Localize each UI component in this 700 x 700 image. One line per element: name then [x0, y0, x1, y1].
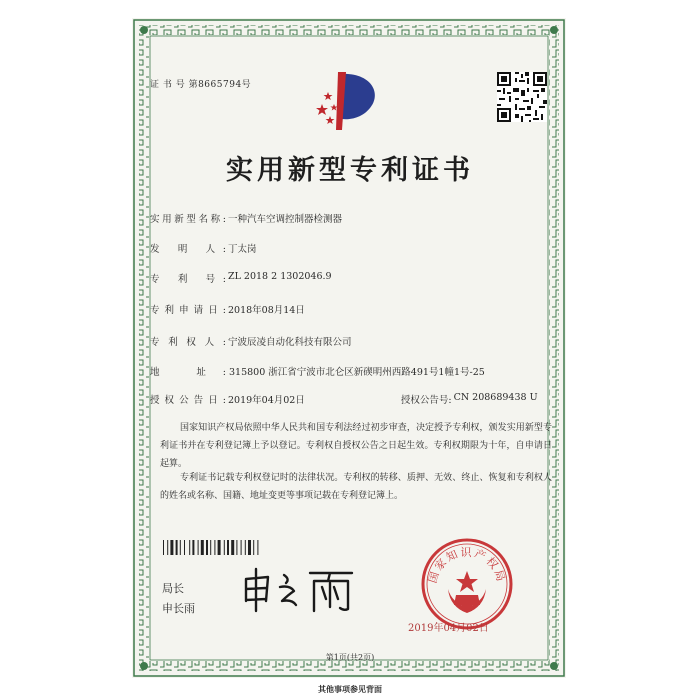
body-paragraph-1: 国家知识产权局依照中华人民共和国专利法经过初步审查，决定授予专利权，颁发实用新型专利证书并在专利登记簿上予以登记。专利权自授权公告之日起生效。专利权期限为十年，自申请日起算。 — [160, 423, 552, 469]
official-seal-stamp — [420, 537, 514, 631]
certificate-number: 证 书 号 第8665794号 — [150, 80, 252, 90]
qr-code-icon — [497, 72, 547, 122]
field-utility-model-name — [150, 211, 342, 225]
field-patentee — [150, 334, 352, 348]
field-patent-number — [150, 271, 332, 285]
field-inventor — [150, 241, 257, 255]
field-address-value: 315800 浙江省宁波市北仑区新碶明州西路491号1幢1号-25 — [229, 367, 485, 378]
body-paragraph-2: 专利证书记载专利权登记时的法律状况。专利权的转移、质押、无效、终止、恢复和专利权人的姓名或名称、国籍、地址变更等事项记载在专利登记簿上。 — [160, 473, 552, 501]
field-value: CN 208689438 U — [453, 392, 538, 403]
barcode-icon — [163, 540, 296, 555]
field-label: 专利申请日: — [150, 305, 226, 316]
field-label: 专 利 号: — [150, 274, 226, 285]
field-value: 丁太岗 — [228, 244, 257, 255]
director-name: 申长雨 — [162, 602, 195, 615]
field-value: 宁波辰凌自动化科技有限公司 — [228, 337, 352, 348]
field-application-date — [150, 302, 305, 316]
field-value: 一种汽车空调控制器检测器 — [228, 214, 343, 225]
field-label: 地 址: — [150, 367, 226, 378]
field-label: 授权公告日: — [150, 395, 226, 406]
field-label: 实用新型名称: — [150, 214, 226, 225]
field-label: 授权公告号: — [400, 395, 452, 406]
field-grant-date — [150, 392, 538, 406]
certificate-title: 实用新型专利证书 — [226, 155, 474, 186]
field-value: ZL 2018 2 1302046.9 — [228, 271, 332, 282]
director-title: 局长 — [162, 582, 184, 595]
page-number: 第1页(共2页) — [325, 653, 375, 662]
svg-text:国家知识产权局: 国家知识产权局 — [425, 546, 509, 585]
patent-office-logo-icon — [312, 64, 384, 134]
field-value: 2019年04月02日 — [228, 395, 305, 406]
field-address — [150, 364, 226, 378]
field-value: 2018年08月14日 — [228, 305, 305, 316]
seal-date: 2019年04月02日 — [408, 623, 489, 634]
footer-note: 其他事项参见背面 — [318, 684, 382, 694]
director-signature — [240, 565, 360, 615]
field-label: 发 明 人: — [150, 244, 226, 255]
field-label: 专利权人: — [150, 337, 226, 348]
